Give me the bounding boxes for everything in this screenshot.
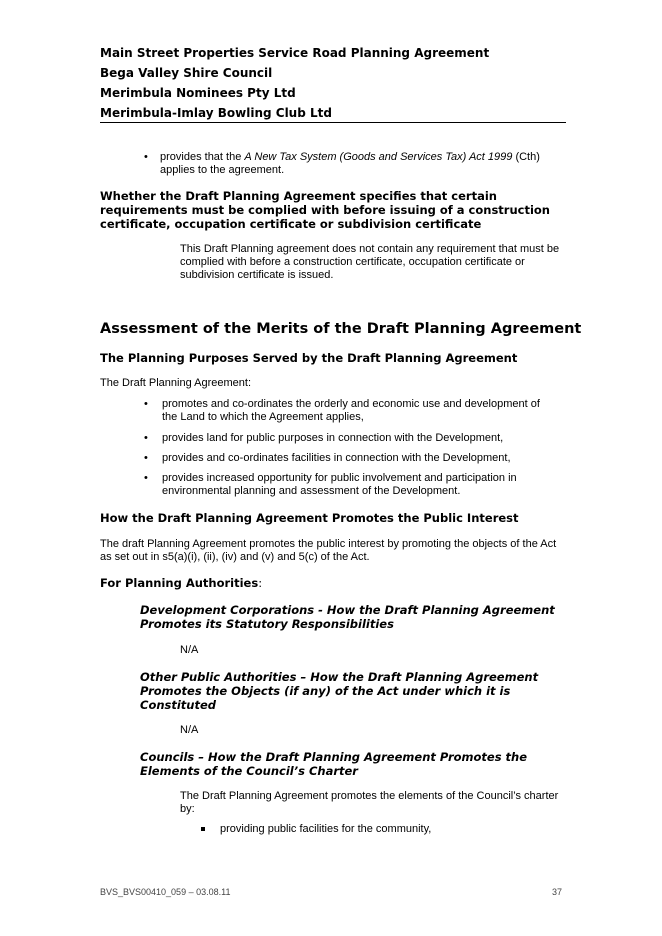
purposes-heading: The Planning Purposes Served by the Draft Planning Agreement [100, 351, 518, 365]
bullet-icon: • [144, 452, 148, 464]
public-interest-text: The draft Planning Agreement promotes the public interest by promoting the objects of the Act as set out in s5(a)(i), (ii), (iv) and (v) and 5(c) of the Act. [100, 538, 557, 563]
bullet-icon: • [144, 432, 148, 444]
other-public-authorities-text: N/A [180, 724, 199, 736]
header-party-2: Merimbula-Imlay Bowling Club Ltd [100, 106, 332, 120]
header-rule [100, 122, 566, 123]
footer-document-reference: BVS_BVS00410_059 – 03.08.11 [100, 887, 231, 897]
bullet-icon: • [144, 151, 148, 163]
header-party-1: Merimbula Nominees Pty Ltd [100, 86, 296, 100]
councils-item: providing public facilities for the community, [220, 823, 432, 835]
purpose-item: provides and co-ordinates facilities in connection with the Development, [162, 452, 511, 464]
development-corporations-text: N/A [180, 644, 199, 656]
other-public-authorities-heading: Other Public Authorities – How the Draft Planning Agreement Promotes the Objects (if any) of the Act under which it is Constituted [140, 670, 539, 712]
purpose-item: provides land for public purposes in connection with the Development, [162, 432, 504, 444]
tax-bullet-text: provides that the A New Tax System (Goods and Services Tax) Act 1999 (Cth) applies to the agreement. [160, 151, 540, 176]
header-council: Bega Valley Shire Council [100, 66, 273, 80]
planning-authorities-heading: For Planning Authorities: [100, 576, 263, 590]
header-title: Main Street Properties Service Road Planning Agreement [100, 46, 490, 60]
requirements-heading: Whether the Draft Planning Agreement specifies that certain requirements must be complied with before issuing of a construction certificate, occupation certificate or subdivision certificate [100, 189, 550, 231]
bullet-icon: • [144, 472, 148, 484]
public-interest-heading: How the Draft Planning Agreement Promotes the Public Interest [100, 511, 519, 525]
development-corporations-heading: Development Corporations - How the Draft Planning Agreement Promotes its Statutory Responsibilities [140, 603, 555, 631]
bullet-icon: • [144, 398, 148, 410]
square-bullet-icon [201, 827, 205, 831]
purpose-item: provides increased opportunity for public involvement and participation in environmental planning and assessment of the Development. [162, 472, 517, 497]
councils-heading: Councils – How the Draft Planning Agreement Promotes the Elements of the Council’s Charter [140, 750, 528, 778]
purpose-item: promotes and co-ordinates the orderly and economic use and development of the Land to which the Agreement applies, [162, 398, 540, 423]
page-number: 37 [551, 887, 562, 897]
councils-text: The Draft Planning Agreement promotes the elements of the Council’s charter by: [180, 790, 559, 815]
merits-heading: Assessment of the Merits of the Draft Planning Agreement [100, 321, 582, 337]
purposes-intro: The Draft Planning Agreement: [100, 377, 252, 389]
requirements-text: This Draft Planning agreement does not contain any requirement that must be complied with before a construction certificate, occupation certificate or subdivision certificate is issued. [180, 243, 560, 281]
